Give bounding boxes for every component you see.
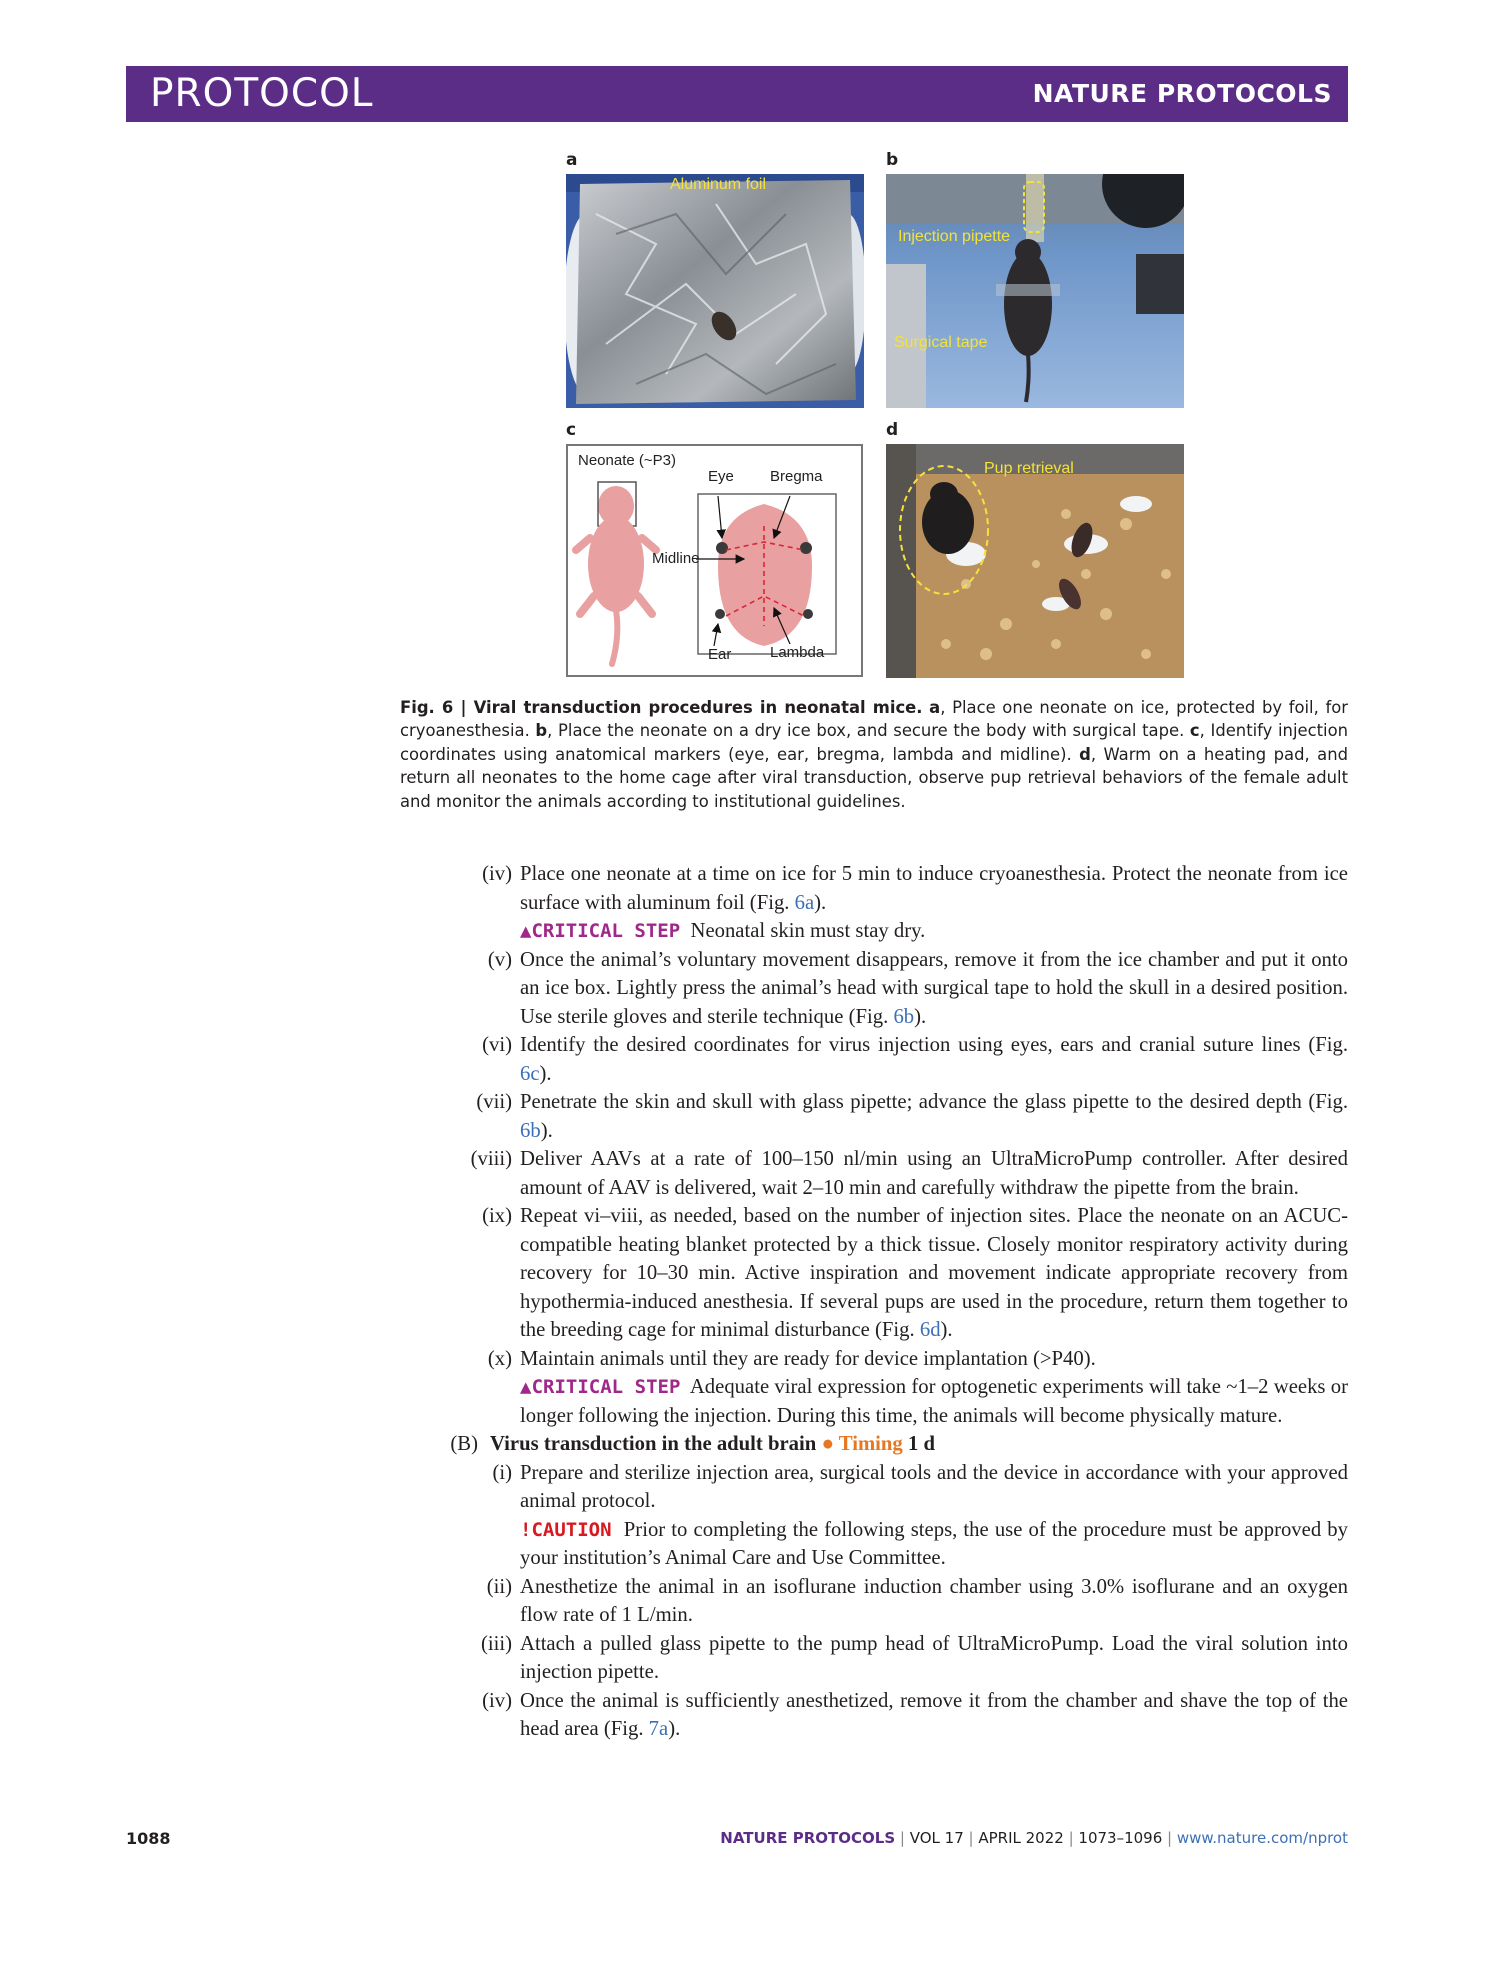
figure-link[interactable]: 6b xyxy=(893,1005,915,1028)
neonate-skull-diagram xyxy=(566,444,863,677)
footer-pages: 1073–1096 xyxy=(1078,1829,1163,1847)
step-number: (iii) xyxy=(480,1632,512,1655)
figure-link[interactable]: 6d xyxy=(919,1319,941,1341)
timing-label: Timing xyxy=(838,1433,903,1455)
footer-journal: NATURE PROTOCOLS xyxy=(720,1829,896,1847)
step-b-iii xyxy=(420,1630,1348,1687)
step-text: Place one neonate at a time on ice for 5 min to induce cryoanesthesia. Protect the neonate from ice surface with aluminum foil (Fig. xyxy=(520,863,1348,914)
step-text: Identify the desired coordinates for virus injection using eyes, ears and cranial suture lines (Fig. xyxy=(520,1034,1348,1056)
panel-label-b: b xyxy=(886,150,899,170)
step-x xyxy=(420,1345,1348,1374)
label-midline: Midline xyxy=(652,550,700,567)
panel-label-d: d xyxy=(886,420,899,440)
caption-label-b: b xyxy=(535,721,548,741)
step-number: (iv) xyxy=(482,863,512,885)
step-viii xyxy=(420,1145,1348,1202)
step-number: (iv) xyxy=(482,1689,512,1712)
panel-label-a: a xyxy=(566,150,578,170)
panel-label-c: c xyxy=(566,420,577,440)
section-number: (B) xyxy=(450,1433,478,1455)
footer-volume: VOL 17 xyxy=(909,1829,964,1847)
step-text: Attach a pulled glass pipette to the pump head of UltraMicroPump. Load the viral solution into injection pipette. xyxy=(520,1632,1348,1683)
critical-step-note xyxy=(420,1373,1348,1430)
label-lambda: Lambda xyxy=(770,644,825,661)
label-ear: Ear xyxy=(708,646,732,663)
caption-label-a: a xyxy=(929,698,941,717)
critical-step-label: ▲CRITICAL STEP xyxy=(520,1376,681,1398)
caution-note xyxy=(420,1516,1348,1573)
step-text: Deliver AAVs at a rate of 100–150 nl/min using an UltraMicroPump controller. After desired amount of AAV is delivered, wait 2–10 min and carefully withdraw the pipette from the brain. xyxy=(520,1148,1348,1199)
label-neonate: Neonate (~P3) xyxy=(578,452,676,469)
caption-text-a: , Place one neonate on ice, protected by foil, for cryoanesthesia. xyxy=(400,698,1348,741)
step-number: (i) xyxy=(492,1461,512,1484)
timing-value: 1 d xyxy=(907,1433,935,1455)
figure-link[interactable]: 6a xyxy=(794,891,815,914)
section-title: Virus transduction in the adult brain xyxy=(490,1433,817,1455)
annotation-aluminum-foil: Aluminum foil xyxy=(670,176,767,193)
step-vi: (vi) Identify the desired coordinates for virus injection using eyes, ears and cranial suture lines (Fig. 6c). xyxy=(420,1031,1348,1088)
step-number: (x) xyxy=(487,1347,512,1370)
critical-step-label: ▲CRITICAL STEP xyxy=(520,920,681,942)
label-bregma: Bregma xyxy=(770,468,823,485)
step-text: Once the animal is sufficiently anesthetized, remove it from the chamber and shave the top of the head area (Fig. xyxy=(520,1689,1348,1740)
figure-link[interactable]: 7a xyxy=(648,1718,669,1740)
timing-dot-icon: ● xyxy=(821,1433,834,1455)
section-b-heading xyxy=(420,1430,1348,1459)
section-label: PROTOCOL xyxy=(150,71,374,116)
page-header xyxy=(126,66,1348,122)
step-number: (ii) xyxy=(486,1575,512,1598)
step-number: (vii) xyxy=(476,1091,512,1113)
step-b-ii xyxy=(420,1573,1348,1630)
step-v: (v) Once the animal’s voluntary movement disappears, remove it from the ice chamber and put it onto an ice box. Lightly press the animal’s head with surgical tape to hold the skull in a desired position. Use sterile gloves and sterile technique (Fig. 6b). xyxy=(420,946,1348,1032)
note-text: Adequate viral expression for optogenetic experiments will take ~1–2 weeks or longer following the injection. During this time, the animals will become physically mature. xyxy=(520,1376,1348,1427)
page-number: 1088 xyxy=(126,1829,171,1848)
step-number: (vi) xyxy=(482,1034,512,1056)
annotation-surgical-tape: Surgical tape xyxy=(894,334,988,351)
note-text: Prior to completing the following steps, the use of the procedure must be approved by your institution’s Animal Care and Use Committee. xyxy=(520,1518,1348,1569)
step-number: (v) xyxy=(487,948,512,971)
journal-title: NATURE PROTOCOLS xyxy=(1032,79,1332,108)
caution-label: !CAUTION xyxy=(520,1518,612,1541)
protocol-steps xyxy=(420,860,1348,1744)
caption-label-d: d xyxy=(1079,744,1091,764)
step-text: Repeat vi–viii, as needed, based on the number of injection sites. Place the neonate on an ACUC-compatible heating blanket protected by a thick tissue. Closely monitor respiratory activity during recovery for 10–30 min. Active inspiration and movement indicate appropriate recovery from hypothermia-induced anesthesia. If several pups are used in the procedure, return them together to the breeding cage for minimal disturbance (Fig. xyxy=(520,1205,1348,1341)
step-text: Maintain animals until they are ready for device implantation (>P40). xyxy=(520,1347,1096,1370)
caption-text-d: , Warm on a heating pad, and return all neonates to the home cage after viral transduction, observe pup retrieval behaviors of the female adult and monitor the animals according to institutional guidelines. xyxy=(400,744,1348,811)
step-text: Anesthetize the animal in an isoflurane induction chamber using 3.0% isoflurane and an oxygen flow rate of 1 L/min. xyxy=(520,1575,1348,1626)
step-ix: (ix) Repeat vi–viii, as needed, based on the number of injection sites. Place the neonate on an ACUC-compatible heating blanket protected by a thick tissue. Closely monitor respiratory activity during recovery for 10–30 min. Active inspiration and movement indicate appropriate recovery from hypothermia-induced anesthesia. If several pups are used in the procedure, return them together to the breeding cage for minimal disturbance (Fig. 6d). xyxy=(420,1202,1348,1345)
step-text: Penetrate the skin and skull with glass pipette; advance the glass pipette to the desired depth (Fig. xyxy=(520,1091,1348,1113)
figure-link[interactable]: 6c xyxy=(520,1062,540,1085)
note-text: Neonatal skin must stay dry. xyxy=(690,920,926,942)
annotation-pup-retrieval: Pup retrieval xyxy=(984,460,1074,477)
step-number: (viii) xyxy=(470,1148,512,1170)
foil-photo xyxy=(566,174,864,408)
annotation-injection-pipette: Injection pipette xyxy=(898,228,1011,245)
step-number: (ix) xyxy=(482,1205,512,1227)
step-iv: (iv) Place one neonate at a time on ice for 5 min to induce cryoanesthesia. Protect the neonate from ice surface with aluminum foil (Fig. 6a). xyxy=(420,860,1348,917)
footer-citation: NATURE PROTOCOLS | VOL 17 | APRIL 2022 | 1073–1096 | www.nature.com/nprot xyxy=(720,1829,1348,1847)
caption-label-c: c xyxy=(1189,721,1200,741)
figure-caption xyxy=(400,696,1348,813)
caption-title: Fig. 6 | Viral transduction procedures in neonatal mice. xyxy=(400,698,923,717)
step-vii: (vii) Penetrate the skin and skull with glass pipette; advance the glass pipette to the desired depth (Fig. 6b). xyxy=(420,1088,1348,1145)
footer-url[interactable]: www.nature.com/nprot xyxy=(1176,1829,1348,1847)
caption-text-c: , Identify injection coordinates using anatomical markers (eye, ear, bregma, lambda and midline). xyxy=(400,721,1348,764)
step-text: Once the animal’s voluntary movement disappears, remove it from the ice chamber and put it onto an ice box. Lightly press the animal’s head with surgical tape to hold the skull in a desired position. Use sterile gloves and sterile technique (Fig. xyxy=(520,948,1348,1028)
critical-step-note xyxy=(420,917,1348,946)
step-b-iv: (iv) Once the animal is sufficiently anesthetized, remove it from the chamber and shave the top of the head area (Fig. 7a). xyxy=(420,1687,1348,1744)
caption-text-b: , Place the neonate on a dry ice box, and secure the body with surgical tape. xyxy=(547,721,1190,741)
figure-link[interactable]: 6b xyxy=(520,1119,541,1142)
cage-photo xyxy=(886,444,1184,678)
step-b-i xyxy=(420,1459,1348,1516)
label-eye: Eye xyxy=(708,468,734,485)
footer-date: APRIL 2022 xyxy=(978,1829,1064,1847)
step-text: Prepare and sterilize injection area, surgical tools and the device in accordance with your approved animal protocol. xyxy=(520,1461,1348,1512)
injection-photo xyxy=(886,174,1184,408)
